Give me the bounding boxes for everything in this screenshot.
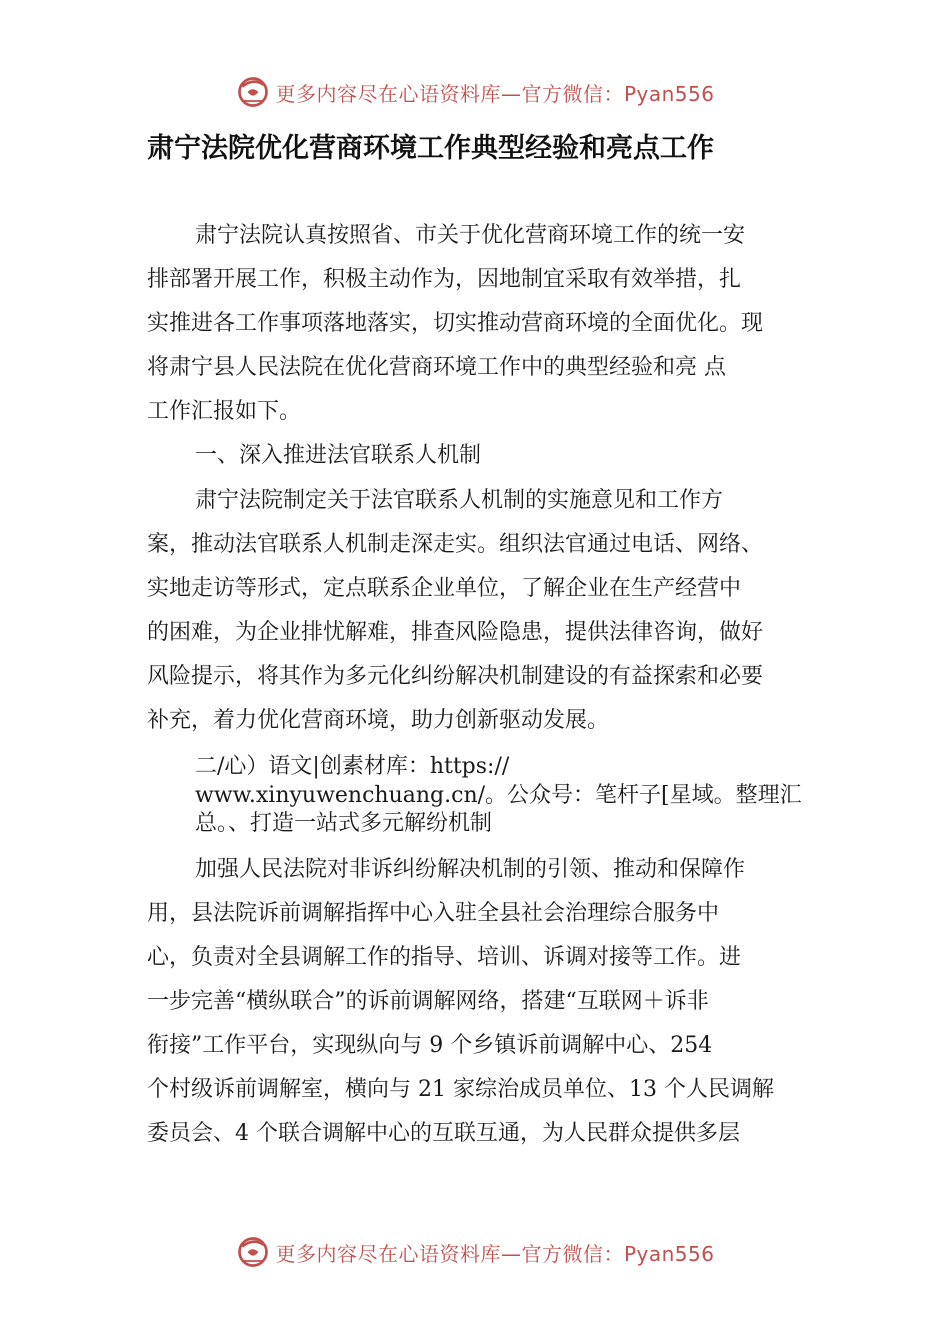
section-heading: 二/心）语文|创素材库：https:// xyxy=(195,754,510,779)
paragraph-line: 肃宁法院认真按照省、市关于优化营商环境工作的统一安 xyxy=(195,223,746,248)
paragraph-line: 一步完善“横纵联合”的诉前调解网络，搭建“互联网＋诉非 xyxy=(147,989,709,1014)
paragraph-line: 心，负责对全县调解工作的指导、培训、诉调对接等工作。进 xyxy=(147,945,742,970)
paragraph-line: 衔接”工作平台，实现纵向与 9 个乡镇诉前调解中心、254 xyxy=(147,1033,713,1058)
section-heading: 总。、打造一站式多元解纷机制 xyxy=(195,811,493,836)
paragraph-line: 风险提示，将其作为多元化纠纷解决机制建设的有益探索和必要 xyxy=(147,664,764,689)
brand-logo-icon xyxy=(235,1234,271,1270)
paragraph-line: 的困难，为企业排忧解难，排查风险隐患，提供法律咨询，做好 xyxy=(147,620,764,645)
section-heading: 一、深入推进法官联系人机制 xyxy=(195,443,482,468)
brand-logo-icon xyxy=(235,74,271,110)
paragraph-line: 委员会、4 个联合调解中心的互联互通，为人民群众提供多层 xyxy=(147,1121,740,1146)
paragraph-line: 个村级诉前调解室，横向与 21 家综治成员单位、13 个人民调解 xyxy=(147,1077,774,1102)
paragraph-line: 排部署开展工作，积极主动作为，因地制宜采取有效举措，扎 xyxy=(147,267,742,292)
paragraph-line: 工作汇报如下。 xyxy=(147,399,302,424)
watermark-text: 更多内容尽在心语资料库—官方微信：Pyan556 xyxy=(275,81,715,106)
paragraph-line: 补充，着力优化营商环境，助力创新驱动发展。 xyxy=(147,708,610,733)
watermark-banner-top xyxy=(0,70,950,114)
section-heading: www.xinyuwenchuang.cn/。公众号：笔杆子[星域。整理汇 xyxy=(195,783,802,808)
document-title: 肃宁法院优化营商环境工作典型经验和亮点工作 xyxy=(147,133,714,164)
watermark-banner-bottom xyxy=(0,1230,950,1274)
watermark-text: 更多内容尽在心语资料库—官方微信：Pyan556 xyxy=(275,1241,715,1266)
paragraph-line: 用，县法院诉前调解指挥中心入驻全县社会治理综合服务中 xyxy=(147,901,720,926)
paragraph-line: 肃宁法院制定关于法官联系人机制的实施意见和工作方 xyxy=(195,488,724,513)
paragraph-line: 案，推动法官联系人机制走深走实。组织法官通过电话、网络、 xyxy=(147,532,764,557)
paragraph-line: 加强人民法院对非诉纠纷解决机制的引领、推动和保障作 xyxy=(195,857,746,882)
paragraph-line: 将肃宁县人民法院在优化营商环境工作中的典型经验和亮 点 xyxy=(147,355,726,380)
paragraph-line: 实地走访等形式，定点联系企业单位，了解企业在生产经营中 xyxy=(147,576,742,601)
paragraph-line: 实推进各工作事项落地落实，切实推动营商环境的全面优化。现 xyxy=(147,311,764,336)
